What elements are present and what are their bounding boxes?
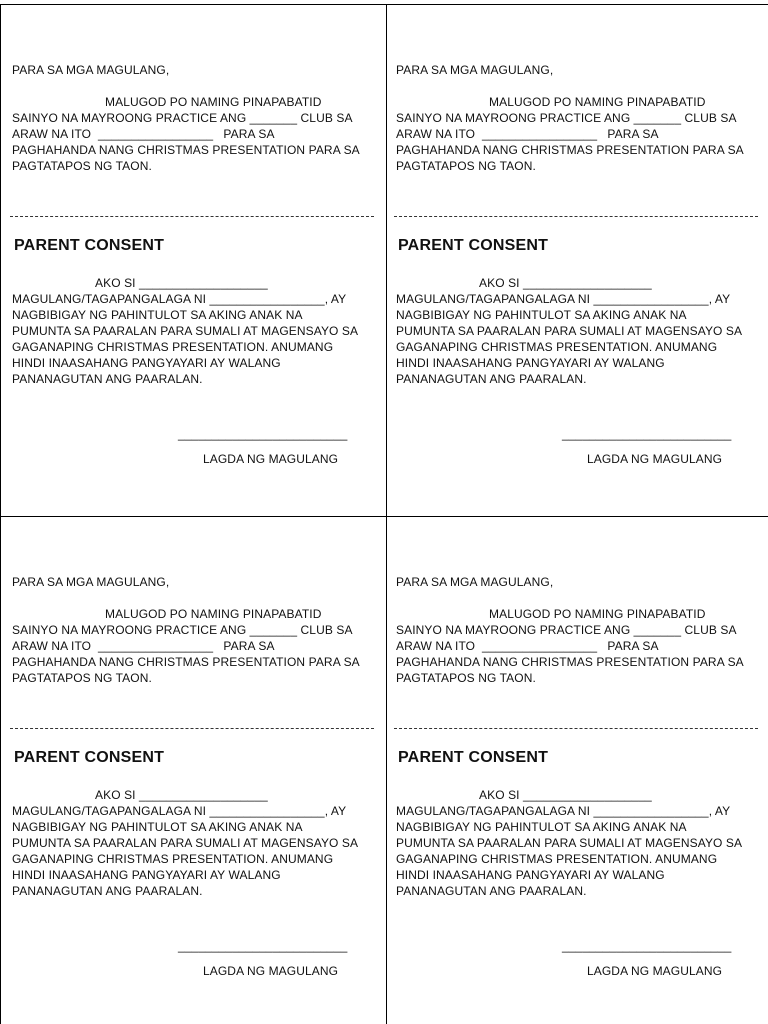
greeting: PARA SA MGA MAGULANG, — [396, 575, 554, 589]
consent-line: PANANAGUTAN ANG PAARALAN. — [396, 884, 587, 898]
consent-line: NAGBIBIGAY NG PAHINTULOT SA AKING ANAK NA — [396, 820, 687, 834]
signature-label: LAGDA NG MAGULANG — [203, 452, 339, 466]
notice-line: SAINYO NA MAYROONG PRACTICE ANG _______ CLUB SA — [12, 623, 353, 637]
notice-line: ARAW NA ITO _________________ PARA SA — [396, 127, 659, 141]
notice-line: MALUGOD PO NAMING PINAPABATID — [489, 607, 706, 621]
notice-line: SAINYO NA MAYROONG PRACTICE ANG _______ CLUB SA — [396, 111, 737, 125]
consent-line: NAGBIBIGAY NG PAHINTULOT SA AKING ANAK NA — [396, 308, 687, 322]
greeting: PARA SA MGA MAGULANG, — [12, 575, 170, 589]
form-card-top-left — [0, 0, 384, 512]
signature-label: LAGDA NG MAGULANG — [203, 964, 339, 978]
notice-line: PAGHAHANDA NANG CHRISTMAS PRESENTATION PARA SA — [396, 655, 744, 669]
notice-line: PAGTATAPOS NG TAON. — [12, 671, 152, 685]
notice-line: ARAW NA ITO _________________ PARA SA — [12, 639, 275, 653]
consent-line: GAGANAPING CHRISTMAS PRESENTATION. ANUMANG — [396, 852, 718, 866]
notice-line: PAGHAHANDA NANG CHRISTMAS PRESENTATION PARA SA — [12, 655, 360, 669]
consent-line: GAGANAPING CHRISTMAS PRESENTATION. ANUMANG — [12, 340, 334, 354]
notice-line: MALUGOD PO NAMING PINAPABATID — [105, 607, 322, 621]
signature-line: _________________________ — [562, 427, 732, 441]
consent-line: HINDI INAASAHANG PANGYAYARI AY WALANG — [396, 356, 665, 370]
notice-line: SAINYO NA MAYROONG PRACTICE ANG _______ CLUB SA — [12, 111, 353, 125]
consent-line: AKO SI ___________________ — [95, 788, 268, 802]
consent-heading: PARENT CONSENT — [398, 749, 549, 766]
tear-line — [10, 728, 374, 729]
consent-line: AKO SI ___________________ — [479, 276, 652, 290]
notice-line: SAINYO NA MAYROONG PRACTICE ANG _______ CLUB SA — [396, 623, 737, 637]
form-card-bottom-left — [0, 512, 384, 1024]
notice-line: ARAW NA ITO _________________ PARA SA — [12, 127, 275, 141]
form-card-top-right — [384, 0, 768, 512]
consent-line: MAGULANG/TAGAPANGALAGA NI _________________, AY — [396, 804, 731, 818]
consent-line: HINDI INAASAHANG PANGYAYARI AY WALANG — [12, 356, 281, 370]
tear-line — [394, 216, 758, 217]
form-card-bottom-right — [384, 512, 768, 1024]
consent-line: PUMUNTA SA PAARALAN PARA SUMALI AT MAGENSAYO SA — [396, 324, 743, 338]
consent-line: NAGBIBIGAY NG PAHINTULOT SA AKING ANAK NA — [12, 308, 303, 322]
greeting: PARA SA MGA MAGULANG, — [396, 63, 554, 77]
signature-line: _________________________ — [178, 939, 348, 953]
tear-line — [394, 728, 758, 729]
consent-line: PUMUNTA SA PAARALAN PARA SUMALI AT MAGENSAYO SA — [396, 836, 743, 850]
notice-line: PAGHAHANDA NANG CHRISTMAS PRESENTATION PARA SA — [12, 143, 360, 157]
consent-line: NAGBIBIGAY NG PAHINTULOT SA AKING ANAK NA — [12, 820, 303, 834]
signature-line: _________________________ — [562, 939, 732, 953]
notice-line: PAGTATAPOS NG TAON. — [396, 159, 536, 173]
signature-label: LAGDA NG MAGULANG — [587, 964, 723, 978]
consent-line: MAGULANG/TAGAPANGALAGA NI _________________, AY — [12, 292, 347, 306]
consent-line: AKO SI ___________________ — [479, 788, 652, 802]
notice-line: MALUGOD PO NAMING PINAPABATID — [489, 95, 706, 109]
consent-line: MAGULANG/TAGAPANGALAGA NI _________________, AY — [396, 292, 731, 306]
consent-heading: PARENT CONSENT — [14, 749, 165, 766]
consent-line: GAGANAPING CHRISTMAS PRESENTATION. ANUMANG — [12, 852, 334, 866]
consent-line: GAGANAPING CHRISTMAS PRESENTATION. ANUMANG — [396, 340, 718, 354]
consent-heading: PARENT CONSENT — [14, 237, 165, 254]
notice-line: PAGTATAPOS NG TAON. — [12, 159, 152, 173]
consent-line: PUMUNTA SA PAARALAN PARA SUMALI AT MAGENSAYO SA — [12, 324, 359, 338]
greeting: PARA SA MGA MAGULANG, — [12, 63, 170, 77]
notice-line: ARAW NA ITO _________________ PARA SA — [396, 639, 659, 653]
consent-line: HINDI INAASAHANG PANGYAYARI AY WALANG — [396, 868, 665, 882]
tear-line — [10, 216, 374, 217]
notice-line: PAGTATAPOS NG TAON. — [396, 671, 536, 685]
consent-line: PANANAGUTAN ANG PAARALAN. — [12, 884, 203, 898]
consent-line: PANANAGUTAN ANG PAARALAN. — [396, 372, 587, 386]
consent-heading: PARENT CONSENT — [398, 237, 549, 254]
consent-line: PUMUNTA SA PAARALAN PARA SUMALI AT MAGENSAYO SA — [12, 836, 359, 850]
signature-line: _________________________ — [178, 427, 348, 441]
notice-line: MALUGOD PO NAMING PINAPABATID — [105, 95, 322, 109]
consent-line: MAGULANG/TAGAPANGALAGA NI _________________, AY — [12, 804, 347, 818]
notice-line: PAGHAHANDA NANG CHRISTMAS PRESENTATION PARA SA — [396, 143, 744, 157]
signature-label: LAGDA NG MAGULANG — [587, 452, 723, 466]
consent-line: AKO SI ___________________ — [95, 276, 268, 290]
consent-line: PANANAGUTAN ANG PAARALAN. — [12, 372, 203, 386]
consent-line: HINDI INAASAHANG PANGYAYARI AY WALANG — [12, 868, 281, 882]
